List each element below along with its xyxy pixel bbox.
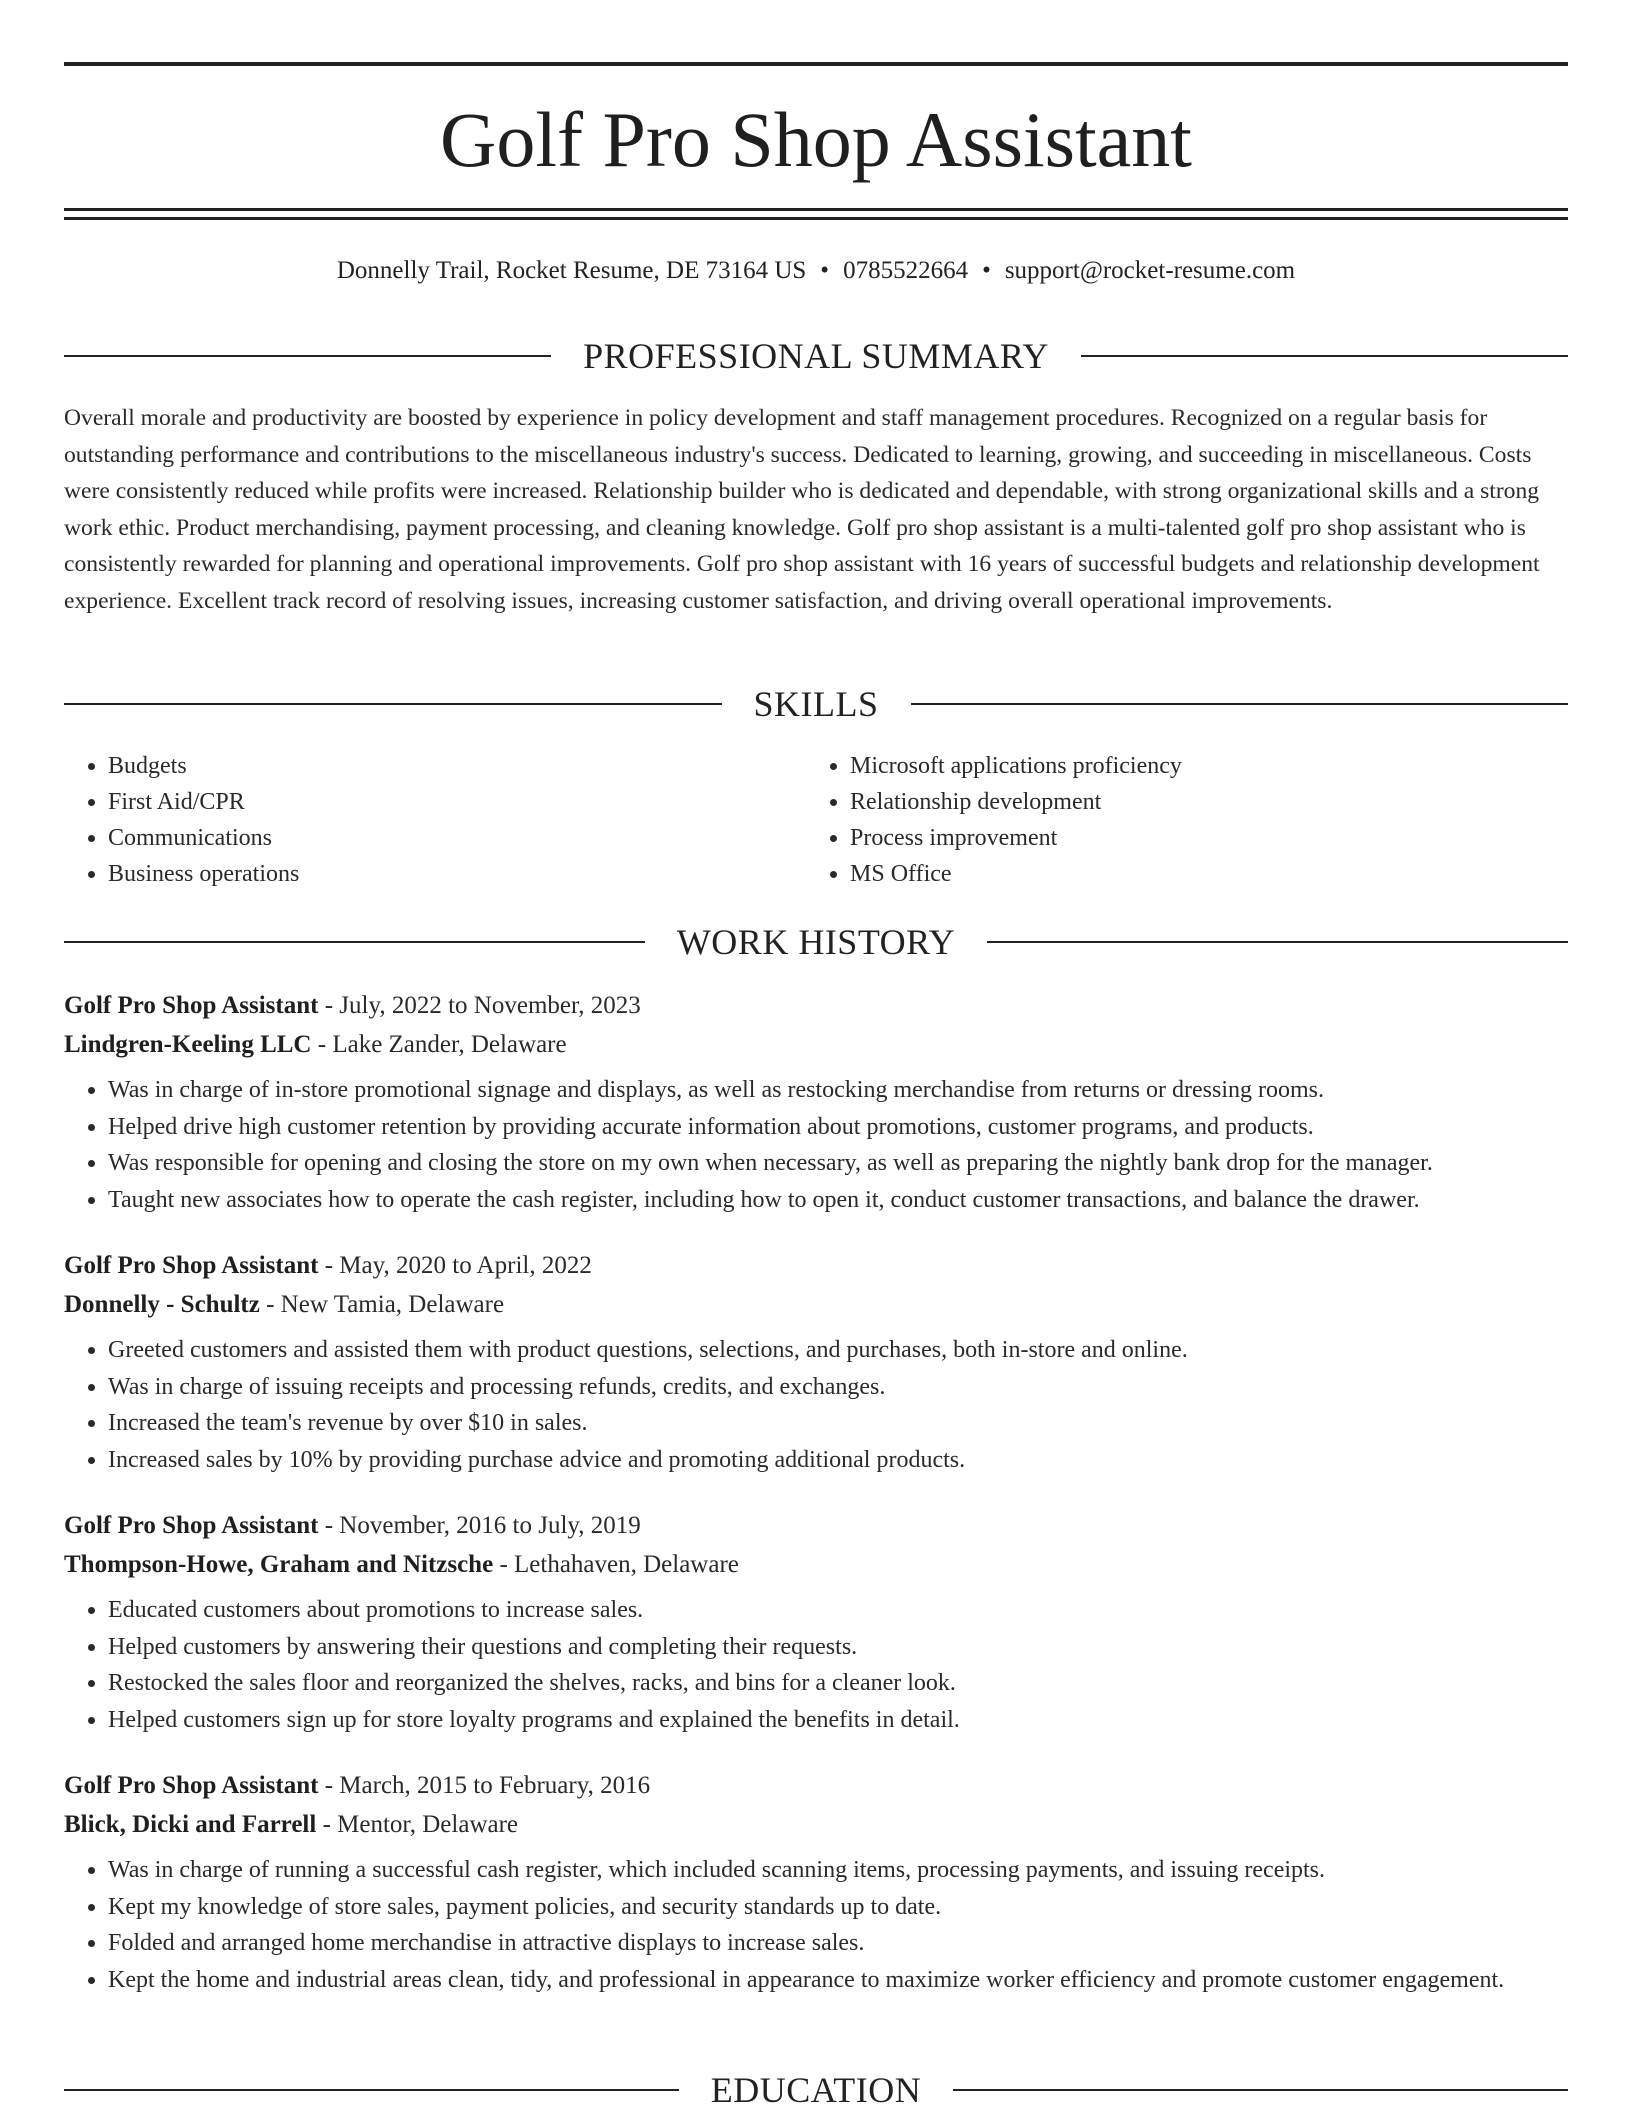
job-bullets — [64, 1852, 1568, 1998]
job-location: - Mentor, Delaware — [316, 1811, 519, 1838]
section-title: PROFESSIONAL SUMMARY — [583, 336, 1049, 376]
job-bullet: • Increased sales by 10% by providing purchase advice and promoting additional products. — [108, 1442, 1568, 1479]
job-title-line — [64, 1766, 1568, 1805]
divider — [64, 355, 551, 357]
section-header-work-history — [64, 922, 1568, 962]
job-entry — [64, 1766, 1568, 1998]
job-company: Lindgren-Keeling LLC — [64, 1031, 312, 1058]
skill-item: • Process improvement — [850, 820, 1548, 856]
contact-separator: • — [982, 257, 991, 284]
job-dates: - March, 2015 to February, 2016 — [318, 1772, 651, 1799]
job-bullet: • Helped drive high customer retention by providing accurate information about promotions, customer programs, and products. — [108, 1109, 1568, 1146]
divider — [911, 703, 1569, 705]
job-title: Golf Pro Shop Assistant — [64, 992, 319, 1019]
job-company-line — [64, 1805, 1568, 1844]
section-title: WORK HISTORY — [676, 922, 956, 962]
job-title-line — [64, 986, 1568, 1025]
skills-column-left — [64, 748, 806, 892]
contact-separator: • — [820, 257, 830, 284]
job-bullet: • Kept my knowledge of store sales, payment policies, and security standards up to date. — [108, 1889, 1568, 1926]
job-bullet: • Helped customers sign up for store loyalty programs and explained the benefits in detail. — [108, 1702, 1568, 1739]
skill-item: • Business operations — [108, 856, 806, 892]
skill-item: • Microsoft applications proficiency — [850, 748, 1548, 784]
skill-item: • MS Office — [850, 856, 1548, 892]
skill-item: • Communications — [108, 820, 806, 856]
section-title: SKILLS — [753, 684, 879, 724]
skill-item: • Budgets — [108, 748, 806, 784]
divider — [64, 2089, 679, 2091]
job-bullet: • Increased the team's revenue by over $10 in sales. — [108, 1405, 1568, 1442]
divider — [1081, 355, 1568, 357]
job-bullet: • Helped customers by answering their questions and completing their requests. — [108, 1629, 1568, 1666]
skills-column-right — [806, 748, 1548, 892]
job-company: Donnelly - Schultz — [64, 1291, 260, 1318]
job-company: Thompson-Howe, Graham and Nitzsche — [64, 1551, 494, 1578]
summary-text: Overall morale and productivity are boosted by experience in policy development and staff management procedures. Recognized on a regular basis for outstanding performance and contributions to the miscellaneous industry's success. Dedicated to learning, growing, and succeeding in miscellaneous. Costs were consistently reduced while profits were increased. Relationship builder who is dedicated and dependable, with strong organizational skills and a strong work ethic. Product merchandising, payment processing, and cleaning knowledge. Golf pro shop assistant is a multi-talented golf pro shop assistant who is consistently rewarded for planning and operational improvements. Golf pro shop assistant with 16 years of successful budgets and relationship development experience. Excellent track record of resolving issues, increasing customer satisfaction, and driving overall operational improvements. — [64, 405, 1540, 614]
job-location: - New Tamia, Delaware — [259, 1291, 505, 1318]
job-title-line — [64, 1506, 1568, 1545]
job-bullet: • Folded and arranged home merchandise in attractive displays to increase sales. — [108, 1925, 1568, 1962]
divider — [64, 941, 645, 943]
job-bullets — [64, 1072, 1568, 1218]
job-bullet: • Was in charge of running a successful cash register, which included scanning items, processing payments, and issuing receipts. — [108, 1852, 1568, 1889]
skills-list — [64, 748, 1568, 892]
skill-item: • Relationship development — [850, 784, 1548, 820]
section-header-skills — [64, 684, 1568, 724]
job-bullet: • Kept the home and industrial areas clean, tidy, and professional in appearance to maximize worker efficiency and promote customer engagement. — [108, 1962, 1568, 1999]
divider — [64, 703, 722, 705]
job-title-line — [64, 1246, 1568, 1285]
job-bullet: • Educated customers about promotions to increase sales. — [108, 1592, 1568, 1629]
job-title: Golf Pro Shop Assistant — [64, 1772, 319, 1799]
job-company: Blick, Dicki and Farrell — [64, 1811, 317, 1838]
job-dates: - July, 2022 to November, 2023 — [318, 992, 641, 1019]
divider — [953, 2089, 1568, 2091]
contact-line — [64, 254, 1568, 288]
job-bullets — [64, 1332, 1568, 1478]
job-dates: - November, 2016 to July, 2019 — [318, 1512, 641, 1539]
job-bullet: • Greeted customers and assisted them with product questions, selections, and purchases, both in-store and online. — [108, 1332, 1568, 1369]
job-entry — [64, 986, 1568, 1218]
skill-item: • First Aid/CPR — [108, 784, 806, 820]
job-location: - Lethahaven, Delaware — [493, 1551, 739, 1578]
job-bullet: • Was responsible for opening and closing the store on my own when necessary, as well as preparing the nightly bank drop for the manager. — [108, 1145, 1568, 1182]
top-rule — [64, 62, 1568, 66]
work-history-list — [64, 986, 1568, 2026]
job-location: - Lake Zander, Delaware — [311, 1031, 567, 1058]
job-company-line — [64, 1025, 1568, 1064]
section-header-education — [64, 2070, 1568, 2110]
divider — [987, 941, 1568, 943]
contact-email: support@rocket-resume.com — [1004, 257, 1296, 284]
job-dates: - May, 2020 to April, 2022 — [318, 1252, 592, 1279]
job-bullets — [64, 1592, 1568, 1738]
title-double-rule — [64, 208, 1568, 220]
job-entry — [64, 1506, 1568, 1738]
job-title: Golf Pro Shop Assistant — [64, 1252, 319, 1279]
job-bullet: • Restocked the sales floor and reorganized the shelves, racks, and bins for a cleaner look. — [108, 1665, 1568, 1702]
contact-address: Donnelly Trail, Rocket Resume, DE 73164 US — [336, 257, 807, 284]
job-title: Golf Pro Shop Assistant — [64, 1512, 319, 1539]
section-header-summary — [64, 336, 1568, 376]
job-bullet: • Was in charge of in-store promotional signage and displays, as well as restocking merchandise from returns or dressing rooms. — [108, 1072, 1568, 1109]
job-bullet: • Was in charge of issuing receipts and processing refunds, credits, and exchanges. — [108, 1369, 1568, 1406]
contact-phone: 0785522664 — [843, 257, 969, 284]
job-company-line — [64, 1285, 1568, 1324]
resume-title: Golf Pro Shop Assistant — [440, 96, 1192, 183]
job-company-line — [64, 1545, 1568, 1584]
job-bullet: • Taught new associates how to operate the cash register, including how to open it, conduct customer transactions, and balance the drawer. — [108, 1182, 1568, 1219]
section-title: EDUCATION — [710, 2070, 922, 2110]
job-entry — [64, 1246, 1568, 1478]
